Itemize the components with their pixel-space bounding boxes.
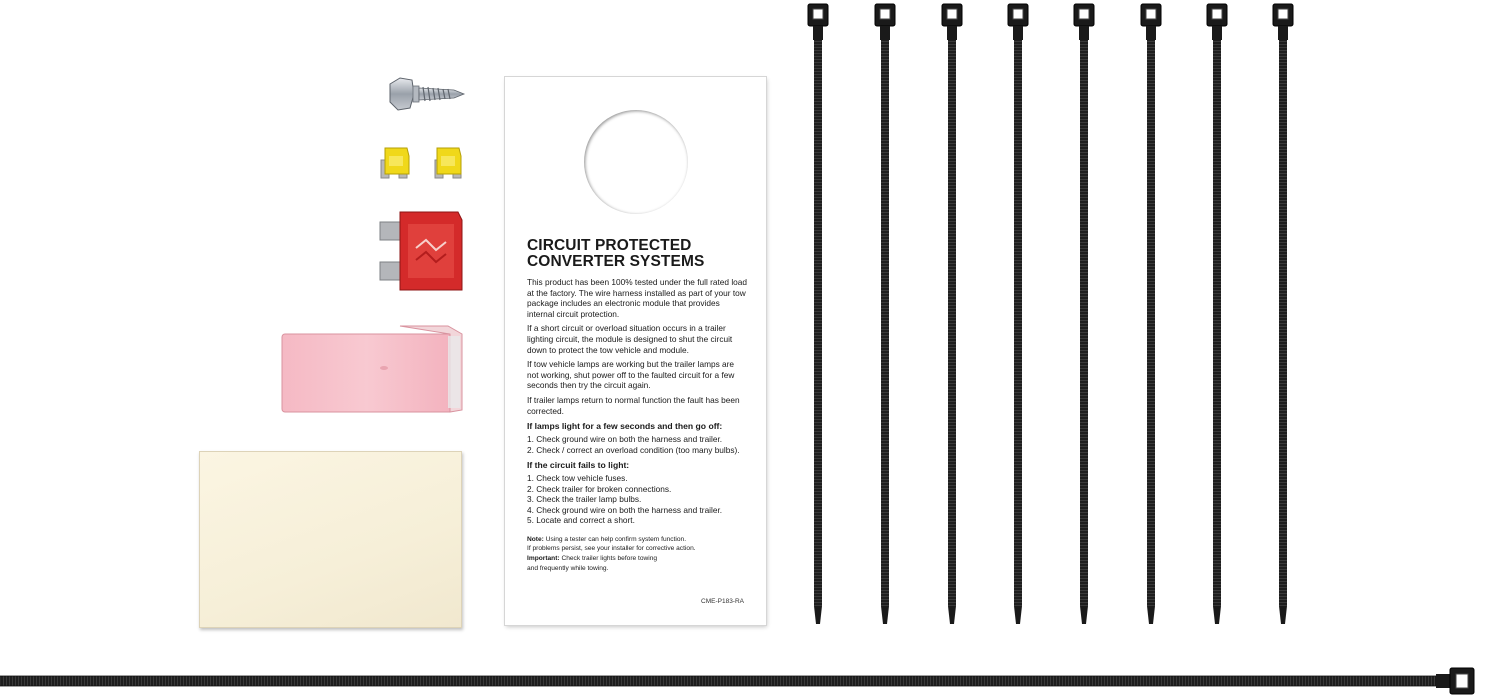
tag-list-item: 1. Check ground wire on both the harness and trailer. (527, 434, 723, 445)
zip-tie-icon (1006, 2, 1030, 626)
tag-list-item: 5. Locate and correct a short. (527, 515, 635, 526)
tag-list-item: 2. Check trailer for broken connections. (527, 483, 672, 494)
tag-list-item: 4. Check ground wire on both the harness and trailer. (527, 504, 723, 515)
pink-cartridge-fuse-icon (280, 322, 464, 416)
tag-important-label: Important: (527, 555, 560, 563)
tag-note (527, 535, 747, 545)
tag-part-number: CME-P183-RA (701, 598, 744, 605)
instruction-hang-tag (505, 77, 766, 625)
tag-section-heading: If the circuit fails to light: (527, 460, 630, 471)
tag-section-heading: If lamps light for a few seconds and then go off: (527, 421, 723, 432)
zip-tie-icon (806, 2, 830, 626)
tag-title-line-2: CONVERTER SYSTEMS (527, 253, 705, 270)
tag-note-label: Note: (527, 535, 544, 543)
tag-title (527, 238, 747, 270)
adhesive-pad (199, 451, 462, 628)
mini-fuse-icon (433, 146, 465, 180)
long-zip-tie-icon (0, 664, 1500, 698)
tag-paragraph: This product has been 100% tested under the full rated load at the factory. The wire harness installed as part of your tow package includes an electronic module that provides internal circuit protection. (527, 277, 748, 319)
tag-list-item: 1. Check tow vehicle fuses. (527, 473, 628, 484)
tag-hole (584, 110, 688, 214)
mini-fuse-icon (379, 146, 411, 180)
zip-tie-icon (873, 2, 897, 626)
tag-paragraph: If trailer lamps return to normal function the fault has been corrected. (527, 394, 740, 416)
screw-icon (388, 76, 466, 112)
zip-tie-icon (940, 2, 964, 626)
zip-tie-icon (1271, 2, 1295, 626)
tag-title-line-1: CIRCUIT PROTECTED (527, 237, 692, 254)
tag-note-text: Using a tester can help confirm system function. (543, 535, 687, 543)
tag-persist-note: If problems persist, see your installer for corrective action. (527, 545, 696, 553)
zip-tie-icon (1139, 2, 1163, 626)
tag-list-item: 3. Check the trailer lamp bulbs. (527, 494, 642, 505)
tag-list-item: 2. Check / correct an overload condition (too many bulbs). (527, 444, 740, 455)
tag-paragraph: If a short circuit or overload situation occurs in a trailer lighting circuit, the module is designed to shut the circuit down to protect the tow vehicle and module. (527, 323, 733, 355)
tag-content (527, 238, 747, 574)
tag-paragraph: If tow vehicle lamps are working but the trailer lamps are not working, shut power off to the faulted circuit for a few seconds then try the circuit again. (527, 359, 735, 391)
zip-tie-icon (1072, 2, 1096, 626)
tag-important-text: Check trailer lights before towing (559, 555, 658, 563)
red-blade-fuse-icon (378, 210, 464, 296)
zip-tie-icon (1205, 2, 1229, 626)
tag-important (527, 554, 747, 564)
tag-important-continued: and frequently while towing. (527, 565, 609, 573)
